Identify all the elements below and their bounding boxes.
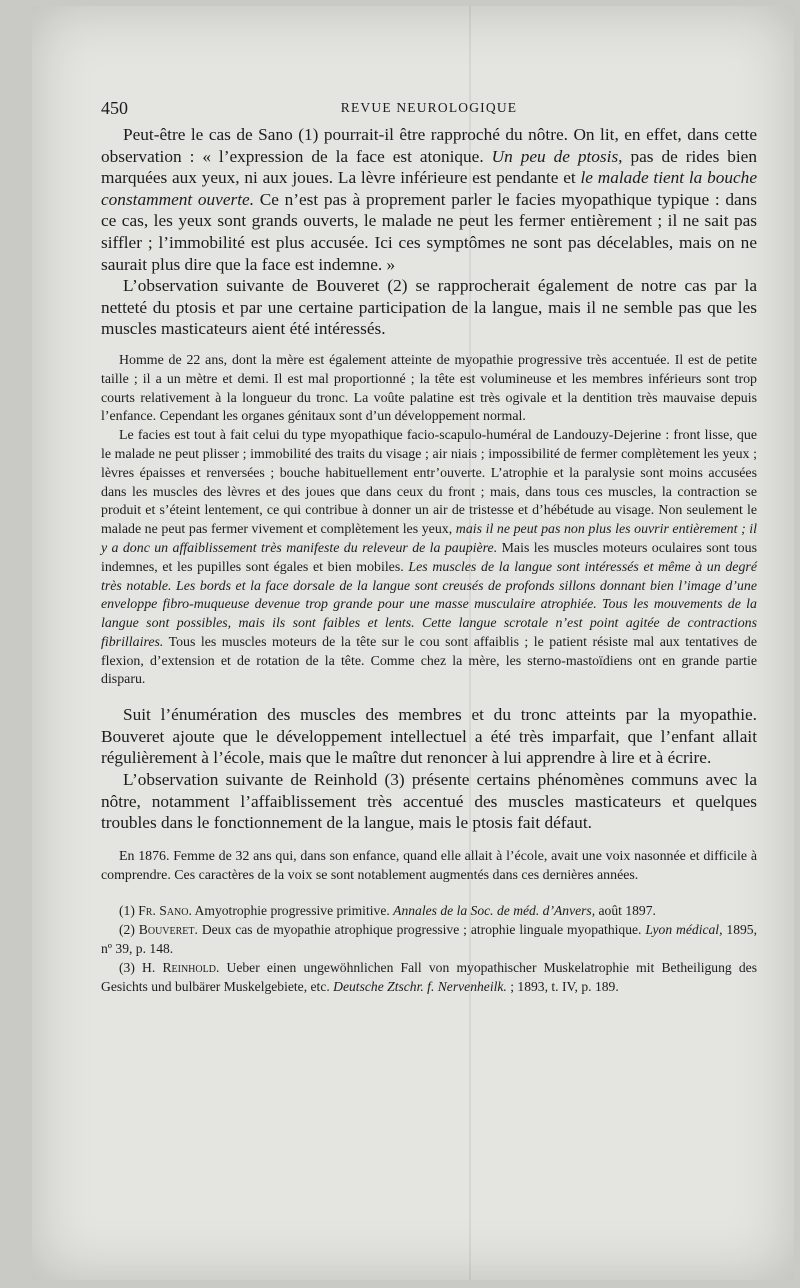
text-run: Tous les muscles moteurs de la tête sur le cou sont affaiblis ; le patient résiste mal aux tentatives de flexion, d’extension et de rotation de la tête. Comme chez la mère, les sterno-mastoïdiens ont en grande partie disparu. bbox=[101, 634, 757, 688]
text-run: Ce n’est pas à proprement parler le facies myopathique typique : dans ce cas, les yeux sont grands ouverts, le malade ne peut les fermer entièrement ; il ne sait pas siffler ; l’immobilité est plus accusée. Ici ces symptômes ne sont pas décelables, mais on ne saurait plus dire que la face est indemne. » bbox=[101, 189, 757, 274]
text-run: En 1876. Femme de 32 ans qui, dans son enfance, quand elle allait à l’école, avait une voix nasonnée et difficile à comprendre. Ces caractères de la voix se sont notablement augmentés dans ces dernières années. bbox=[101, 848, 757, 883]
text-run: Peut-être le cas de Sano (1) pourrait-il être rapproché du nôtre. On lit, en effet, dans cette observation : « l’expression de la face est atonique. bbox=[101, 125, 757, 166]
text-run: . Ueber einen ungewöhnlichen Fall von myopathischer Muskelatrophie mit Betheiligung des Gesichts und bulbärer Muskelgebiete, etc. bbox=[101, 960, 757, 995]
footnote-2 bbox=[101, 920, 757, 958]
paragraph-bouveret-intro bbox=[101, 275, 757, 340]
paragraph-sano-comparison bbox=[101, 124, 757, 275]
page-content bbox=[101, 98, 757, 996]
observation-reinhold-case bbox=[101, 848, 757, 886]
text-run: (2) bbox=[119, 922, 139, 938]
paragraph-reinhold-intro bbox=[101, 769, 757, 834]
text-run: L’observation suivante de Reinhold (3) présente certains phénomènes communs avec la nôtre, notamment l’affaiblissement très accentué des muscles masticateurs et quelques troubles dans le fonctionnement de la langue, mais le ptosis fait défaut. bbox=[101, 770, 757, 833]
text-run: août 1897. bbox=[595, 903, 656, 919]
italic-text: le malade tient la bouche constamment ouverte. bbox=[101, 168, 757, 209]
author-name: Fr. Sano bbox=[138, 903, 189, 919]
running-head bbox=[101, 98, 757, 124]
text-run: Suit l’énumération des muscles des membres et du tronc atteints par la myopathie. Bouveret ajoute que le développement intellectuel a été très imparfait, que l’enfant allait régulièrement à l’école, mais que le maître dut renoncer à lui apprendre à lire et à écrire. bbox=[101, 705, 757, 768]
text-run: (3) H. bbox=[119, 960, 163, 976]
text-run: 1895, nº 39, p. 148. bbox=[101, 922, 757, 957]
paragraph-bouveret-summary bbox=[101, 704, 757, 769]
italic-text: Un peu de ptosis, bbox=[491, 146, 623, 166]
observation-patient-history bbox=[101, 352, 757, 427]
text-run: Le facies est tout à fait celui du type myopathique facio-scapulo-huméral de Landouzy-Dejerine : front lisse, que le malade ne peut plisser ; immobilité des traits du visage ; air niais ; impossibilité de fermer complètement les yeux ; lèvres épaisses et renversées ; bouche habituellement entr’ouverte. L’atrophie et la paralysie sont moins accusées dans les muscles des lèvres et des joues que dans ceux du front ; mais, dans tous ces muscles, la contraction se produit et s’éteint lentement, ce qui contribue à donner un air de tristesse et d’hébétude au visage. Non seulement le malade ne peut pas fermer vivement et complètement les yeux, bbox=[101, 428, 757, 538]
text-run: . Deux cas de myopathie atrophique progressive ; atrophie linguale myopathique. bbox=[194, 922, 646, 938]
italic-text: Les muscles de la langue sont intéressés et même à un degré très notable. Les bords et la face dorsale de la langue sont creusés de profonds sillons donnant bien l’image d’une enveloppe fibro-muqueuse devenue trop grande pour une masse musculaire atrophiée. Tous les mouvements de la langue sont possibles, mais ils sont faibles et lents. Cette langue scrotale n’est point agitée de contractions fibrillaires. bbox=[101, 559, 757, 650]
text-run: ; 1893, t. IV, p. 189. bbox=[506, 979, 619, 995]
text-run: . Amyotrophie progressive primitive. bbox=[188, 903, 394, 919]
italic-text: mais il ne peut pas non plus les ouvrir entièrement ; il y a donc un affaiblissement très manifeste du releveur de la paupière. bbox=[101, 522, 757, 556]
text-run: Homme de 22 ans, dont la mère est également atteinte de myopathie progressive très accentuée. Il est de petite taille ; il a un mètre et demi. Il est mal proportionné ; la tête est volumineuse et les membres inférieurs sont trop courts relativement à la longueur du tronc. La voûte palatine est très ogivale et la dentition très mauvaise depuis l’enfance. Cependant les organes génitaux sont d’un développement normal. bbox=[101, 352, 757, 425]
author-name: Bouveret bbox=[138, 922, 195, 938]
text-run: (1) bbox=[119, 903, 139, 919]
italic-text: Deutsche Ztschr. f. Nervenheilk. bbox=[333, 979, 507, 995]
italic-text: Lyon médical, bbox=[645, 922, 723, 938]
author-name: Reinhold bbox=[162, 960, 216, 976]
text-run: L’observation suivante de Bouveret (2) se rapprocherait également de notre cas par la netteté du ptosis et par une certaine participation de la langue, mais il ne semble pas que les muscles masticateurs aient été intéressés. bbox=[101, 276, 757, 339]
footnote-3 bbox=[101, 958, 757, 996]
journal-title: REVUE NEUROLOGIQUE bbox=[340, 100, 518, 115]
scanned-page bbox=[32, 6, 794, 1280]
italic-text: Annales de la Soc. de méd. d’Anvers, bbox=[393, 903, 596, 919]
footnote-1 bbox=[101, 901, 757, 920]
page-number: 450 bbox=[101, 98, 128, 118]
observation-facies-description bbox=[101, 427, 757, 690]
text-run: Mais les muscles moteurs oculaires sont tous indemnes, et les pupilles sont égales et bien mobiles. bbox=[101, 540, 757, 575]
text-run: pas de rides bien marquées aux yeux, ni aux joues. La lèvre inférieure est pendante et bbox=[101, 146, 757, 188]
